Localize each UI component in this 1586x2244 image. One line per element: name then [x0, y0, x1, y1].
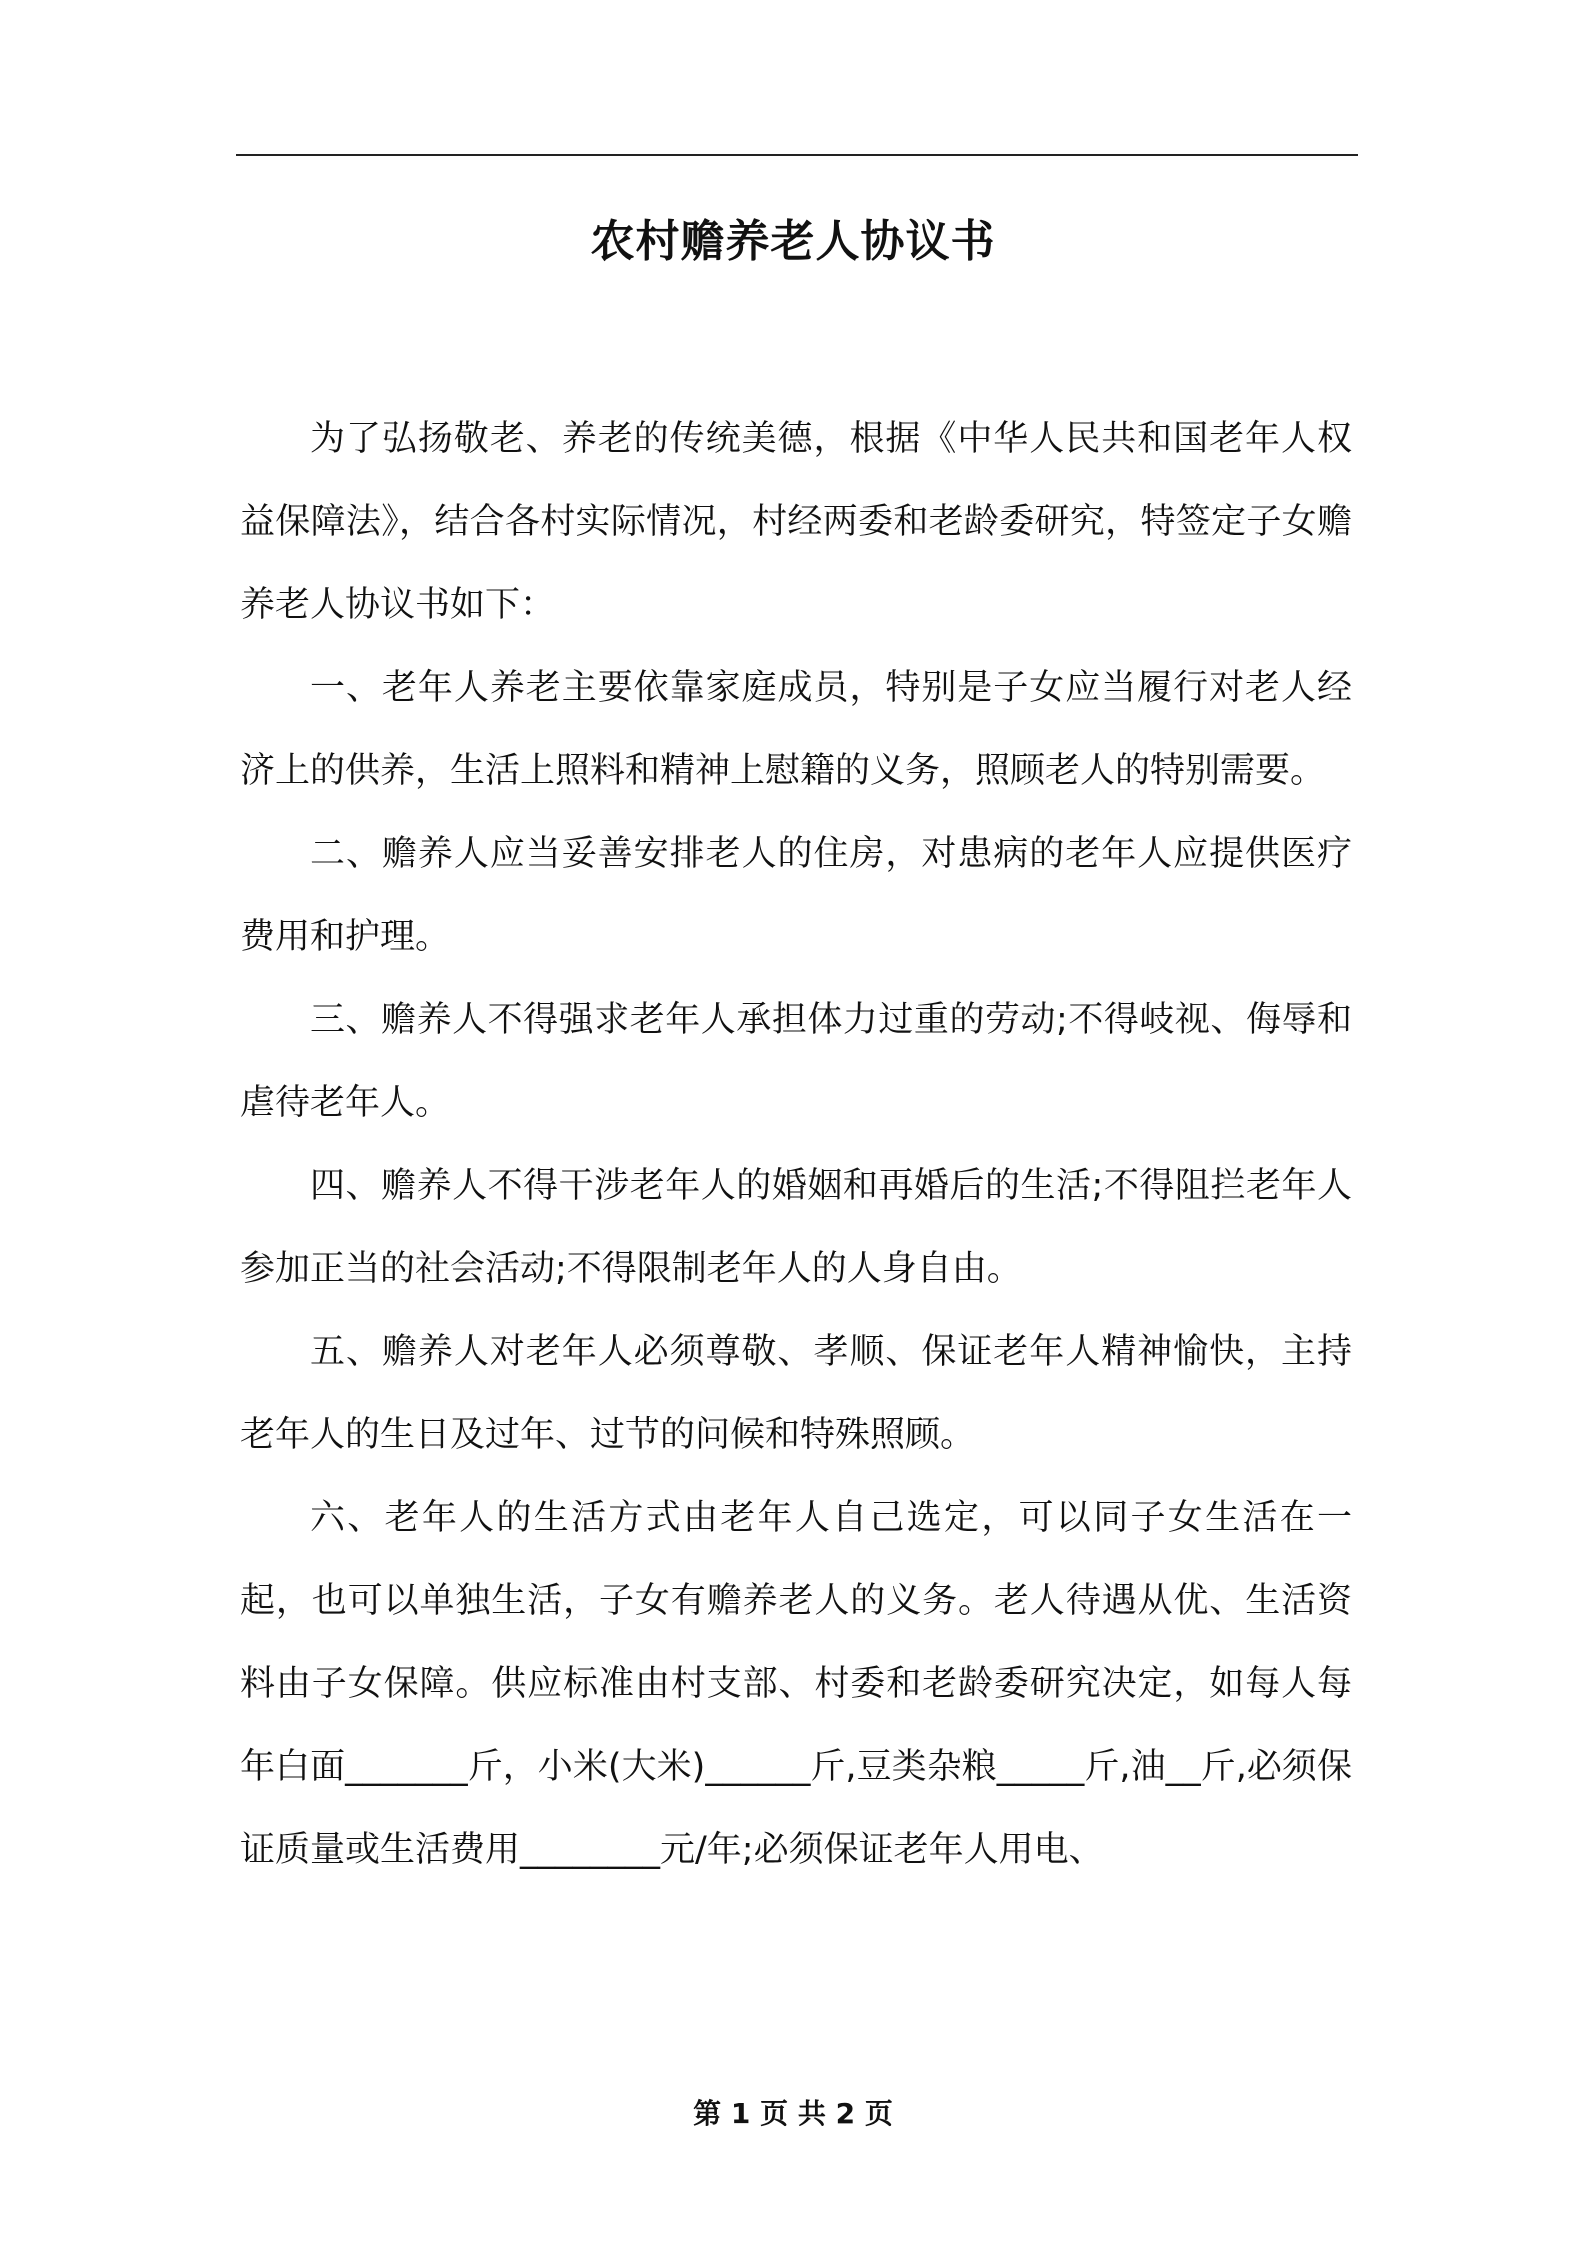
page-number: 第 1 页 共 2 页 — [693, 2097, 893, 2130]
paragraph-intro: 为了弘扬敬老、养老的传统美德，根据《中华人民共和国老年人权益保障法》，结合各村实际情况，村经两委和老龄委研究，特签定子女赡养老人协议书如下： — [240, 419, 1352, 625]
paragraph-clause-5: 五、赡养人对老年人必须尊敬、孝顺、保证老年人精神愉快，主持老年人的生日及过年、过节的问候和特殊照顾。 — [240, 1332, 1352, 1455]
document-body — [240, 398, 1352, 1892]
paragraph-clause-4: 四、赡养人不得干涉老年人的婚姻和再婚后的生活;不得阻拦老年人参加正当的社会活动;不得限制老年人的人身自由。 — [240, 1166, 1352, 1289]
paragraph-clause-1: 一、老年人养老主要依靠家庭成员，特别是子女应当履行对老人经济上的供养，生活上照料和精神上慰籍的义务，照顾老人的特别需要。 — [240, 668, 1352, 791]
document-title: 农村赡养老人协议书 — [590, 216, 996, 267]
header-rule — [236, 154, 1358, 156]
paragraph-clause-6: 六、老年人的生活方式由老年人自己选定，可以同子女生活在一起，也可以单独生活，子女有赡养老人的义务。老人待遇从优、生活资料由子女保障。供应标准由村支部、村委和老龄委研究决定，如每人每年白面_______斤，小米(大米)______斤,豆类杂粮_____斤,油__斤,必须保证质量或生活费用________元/年;必须保证老年人用电、 — [240, 1498, 1352, 1870]
paragraph-clause-2: 二、赡养人应当妥善安排老人的住房，对患病的老年人应提供医疗费用和护理。 — [240, 834, 1352, 957]
paragraph-clause-3: 三、赡养人不得强求老年人承担体力过重的劳动;不得岐视、侮辱和虐待老年人。 — [240, 1000, 1352, 1123]
